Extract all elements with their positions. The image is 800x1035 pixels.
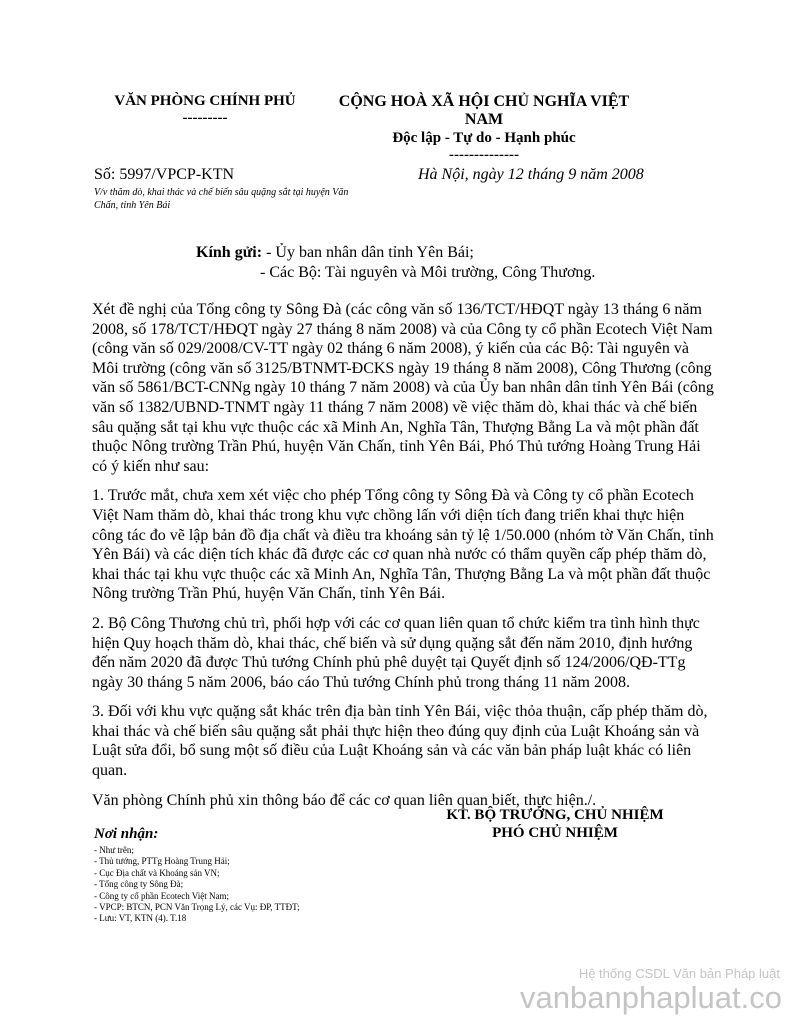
- recipients-label: Kính gửi:: [196, 244, 263, 261]
- recipient-item: - Ủy ban nhân dân tỉnh Yên Bái;: [266, 244, 474, 261]
- document-subject: V/v thăm dò, khai thác và chế biến sâu quặng sắt tại huyện Văn Chấn, tỉnh Yên Bái: [94, 187, 349, 211]
- recipient-item: - Các Bộ: Tài nguyên và Môi trường, Công Thương.: [260, 264, 596, 281]
- place-and-date: Hà Nội, ngày 12 tháng 9 năm 2008: [418, 166, 644, 183]
- national-motto: Độc lập - Tự do - Hạnh phúc: [392, 130, 576, 146]
- recipients-block: [196, 243, 595, 283]
- distribution-item: - Như trên;: [94, 845, 134, 855]
- body-paragraph-2: 2. Bộ Công Thương chủ trì, phối hợp với các cơ quan liên quan tổ chức kiểm tra tình hình thực hiện Quy hoạch thăm dò, khai thác, chế biến và sử dụng quặng sắt đến năm 2010, định hướng đến năm 2020 đã được Thủ tướng Chính phủ phê duyệt tại Quyết định số 124/2006/QĐ-TTg ngày 30 tháng 5 năm 2006, báo cáo Thủ tướng Chính phủ trong tháng 11 năm 2008.: [92, 614, 700, 691]
- signature-title: KT. BỘ TRƯỞNG, CHỦ NHIỆM: [446, 807, 664, 823]
- closing-paragraph: Văn phòng Chính phủ xin thông báo để các cơ quan liên quan biết, thực hiện./.: [92, 791, 597, 809]
- distribution-item: - Thủ tướng, PTTg Hoàng Trung Hải;: [94, 856, 230, 867]
- distribution-item: - VPCP: BTCN, PCN Văn Trọng Lý, các Vụ: ĐP, TTĐT;: [94, 902, 300, 913]
- signature-position: PHÓ CHỦ NHIỆM: [492, 825, 618, 841]
- distribution-title: Nơi nhận:: [94, 826, 159, 842]
- watermark-caption: Hệ thống CSDL Văn bản Pháp luật: [578, 966, 780, 981]
- body-paragraph-1: 1. Trước mắt, chưa xem xét việc cho phép Tổng công ty Sông Đà và Công ty cổ phần Ecotech Việt Nam thăm dò, khai thác trong khu vực chồng lấn với diện tích đang triển khai thực hiện công tác đo vẽ lập bản đồ địa chất và điều tra khoáng sản tỷ lệ 1/50.000 (nhóm tờ Văn Chấn, tỉnh Yên Bái) và các diện tích khác đã được các cơ quan nhà nước có thẩm quyền cấp phép thăm dò, khai thác tại khu vực thuộc các xã Minh An, Nghĩa Tân, Thượng Bằng La và một phần đất thuộc Nông trường Trần Phú, huyện Văn Chấn, tỉnh Yên Bái.: [92, 487, 714, 603]
- distribution-list: [94, 845, 300, 925]
- national-title-continued: NAM: [464, 111, 504, 128]
- distribution-item: - Công ty cổ phần Ecotech Việt Nam;: [94, 890, 230, 901]
- document-number: Số: 5997/VPCP-KTN: [94, 166, 235, 183]
- signature-block: [430, 806, 680, 842]
- recipient-row: [196, 243, 595, 263]
- issuing-agency: VĂN PHÒNG CHÍNH PHỦ: [114, 93, 296, 109]
- national-title: CỘNG HOÀ XÃ HỘI CHỦ NGHĨA VIỆT: [338, 93, 630, 110]
- intro-paragraph: Xét đề nghị của Tổng công ty Sông Đà (các công văn số 136/TCT/HĐQT ngày 13 tháng 6 năm 2008, số 178/TCT/HĐQT ngày 27 tháng 8 năm 2008) và của Công ty cổ phần Ecotech Việt Nam (công văn số 029/2008/CV-TT ngày 02 tháng 6 năm 2008), ý kiến của các Bộ: Tài nguyên và Môi trường (công văn số 3125/BTNMT-ĐCKS ngày 19 tháng 8 năm 2008), Công Thương (công văn số 5861/BCT-CNNg ngày 10 tháng 7 năm 2008) và của Ủy ban nhân dân tỉnh Yên Bái (công văn số 1382/UBND-TNMT ngày 11 tháng 7 năm 2008) về việc thăm dò, khai thác và chế biến sâu quặng sắt tại khu vực thuộc các xã Minh An, Nghĩa Tân, Thượng Bằng La và một phần đất thuộc Nông trường Trần Phú, huyện Văn Chấn, tỉnh Yên Bái, Phó Thủ tướng Hoàng Trung Hải có ý kiến như sau:: [92, 301, 714, 475]
- distribution-item: - Cục Địa chất và Khoáng sản VN;: [94, 867, 220, 878]
- agency-separator: ---------: [182, 110, 228, 126]
- body-paragraph-3: 3. Đối với khu vực quặng sắt khác trên địa bàn tỉnh Yên Bái, việc thỏa thuận, cấp phép thăm dò, khai thác và chế biến sâu quặng sắt phải thực hiện theo đúng quy định của Luật Khoáng sản và Luật sửa đổi, bổ sung một số điều của Luật Khoáng sản và các văn bản pháp luật khác có liên quan.: [92, 703, 708, 780]
- watermark-site: vanbanphapluat.co: [520, 980, 783, 1015]
- distribution-item: - Lưu: VT, KTN (4). T.18: [94, 913, 187, 924]
- motto-separator: --------------: [449, 147, 519, 163]
- distribution-item: - Tổng công ty Sông Đà;: [94, 879, 184, 890]
- document-body: [92, 300, 716, 820]
